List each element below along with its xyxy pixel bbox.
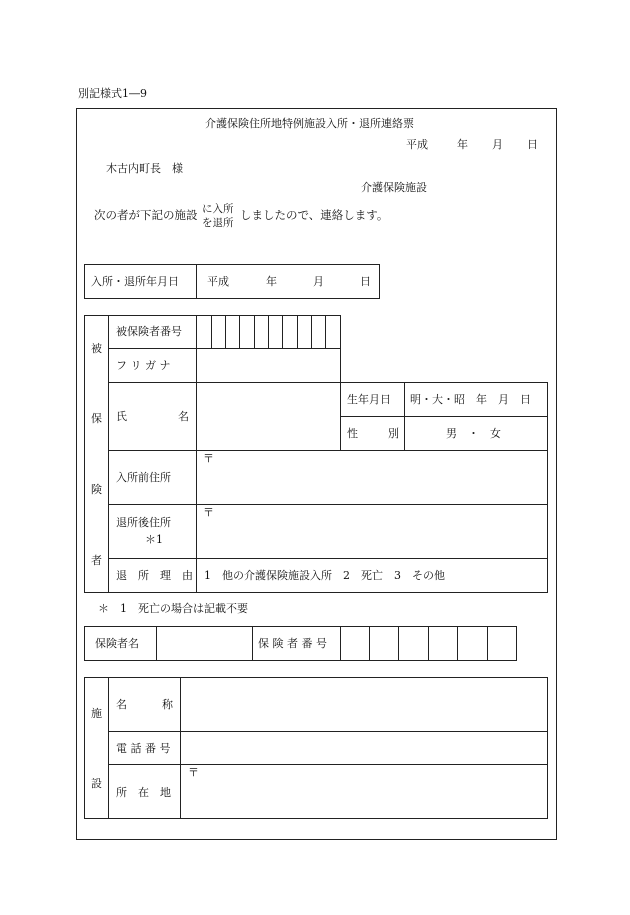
birth-value[interactable]: 明・大・昭 年 月 日 [410, 393, 531, 406]
insured-side-2: 保 [91, 412, 102, 425]
facility-phone-field[interactable] [181, 732, 547, 763]
date-day: 日 [527, 138, 538, 151]
admission-date-month[interactable]: 月 [313, 275, 324, 288]
notice-opt-leave: を退所 [202, 217, 234, 229]
insured-name-field[interactable] [197, 383, 339, 449]
sex-value[interactable]: 男 ・ 女 [446, 427, 501, 440]
admission-date-era[interactable]: 平成 [207, 275, 229, 288]
form-code: 別記様式1―9 [78, 87, 147, 100]
facility-name-field[interactable] [181, 678, 547, 730]
facility-side-divider [108, 677, 109, 819]
number-cell-divider [325, 315, 326, 348]
reason-label: 退 所 理 由 [116, 569, 193, 582]
name-label-2: 名 [178, 410, 189, 423]
insured-number-label: 被保険者番号 [116, 325, 182, 338]
next-address-postal: 〒 [203, 506, 214, 519]
insurer-cell-divider [398, 626, 399, 661]
number-cell-divider [311, 315, 312, 348]
sex-label-1: 性 [347, 427, 358, 440]
furigana-label: フ リ ガ ナ [116, 359, 171, 372]
number-row-bottom [108, 348, 341, 349]
number-cell-divider [225, 315, 226, 348]
date-year: 年 [457, 138, 468, 151]
facility-header: 介護保険施設 [361, 181, 427, 194]
number-cell-divider [254, 315, 255, 348]
insured-left-border [84, 315, 85, 592]
facility-phone-label: 電 話 番 号 [116, 742, 171, 755]
insured-right-border [547, 382, 548, 592]
facility-location-field[interactable] [181, 765, 547, 818]
name-label-1: 氏 [116, 410, 127, 423]
prev-address-field[interactable] [197, 451, 547, 504]
reason-value[interactable]: 1 他の介護保険施設入所 2 死亡 3 その他 [204, 569, 445, 582]
insured-bottom-border [84, 592, 548, 593]
footnote: ＊ 1 死亡の場合は記載不要 [98, 602, 248, 615]
insured-side-1: 被 [91, 342, 102, 355]
birth-row-bottom [340, 416, 548, 417]
date-month: 月 [492, 138, 503, 151]
insurer-number-label: 保 険 者 番 号 [258, 637, 327, 650]
facility-name-label-2: 称 [162, 698, 173, 711]
sex-label-2: 別 [388, 427, 399, 440]
prev-address-label: 入所前住所 [116, 471, 171, 484]
number-cell-divider [282, 315, 283, 348]
insured-side-divider [108, 315, 109, 592]
insurer-name-label: 保険者名 [95, 637, 139, 650]
next-address-bottom [108, 558, 548, 559]
facility-side-2: 設 [91, 777, 102, 790]
next-address-label: 退所後住所 [116, 516, 171, 529]
date-era: 平成 [406, 138, 428, 151]
form-title: 介護保険住所地特例施設入所・退所連絡票 [205, 117, 414, 130]
addressee: 木古内町長 様 [106, 162, 183, 175]
number-cell-divider [211, 315, 212, 348]
admission-date-day[interactable]: 日 [360, 275, 371, 288]
facility-side-1: 施 [91, 707, 102, 720]
insurer-cell-divider [369, 626, 370, 661]
prev-address-postal: 〒 [203, 452, 214, 465]
notice-after: しましたので、連絡します。 [240, 208, 389, 222]
number-cell-divider [268, 315, 269, 348]
facility-location-label: 所 在 地 [116, 786, 171, 799]
insurer-cell-divider [457, 626, 458, 661]
number-cell-divider [297, 315, 298, 348]
insured-top-border [84, 315, 341, 316]
admission-date-label: 入所・退所年月日 [91, 275, 179, 288]
insurer-name-field[interactable] [157, 627, 251, 660]
number-cell-divider [239, 315, 240, 348]
insurer-cell-divider [487, 626, 488, 661]
admission-date-divider [196, 264, 197, 299]
birth-label: 生年月日 [347, 393, 391, 406]
insured-side-3: 険 [91, 483, 102, 496]
facility-name-label-1: 名 [116, 698, 127, 711]
insurer-number-label-right [340, 626, 341, 661]
notice-before: 次の者が下記の施設 [94, 208, 198, 222]
notice-opt-admit: に入所 [202, 203, 234, 215]
insurer-number-label-left [252, 626, 253, 661]
next-address-field[interactable] [197, 505, 547, 558]
insured-side-4: 者 [91, 554, 102, 567]
facility-location-postal: 〒 [188, 766, 199, 779]
next-address-note: ＊1 [145, 533, 163, 546]
insurer-cell-divider [428, 626, 429, 661]
admission-date-year[interactable]: 年 [266, 275, 277, 288]
